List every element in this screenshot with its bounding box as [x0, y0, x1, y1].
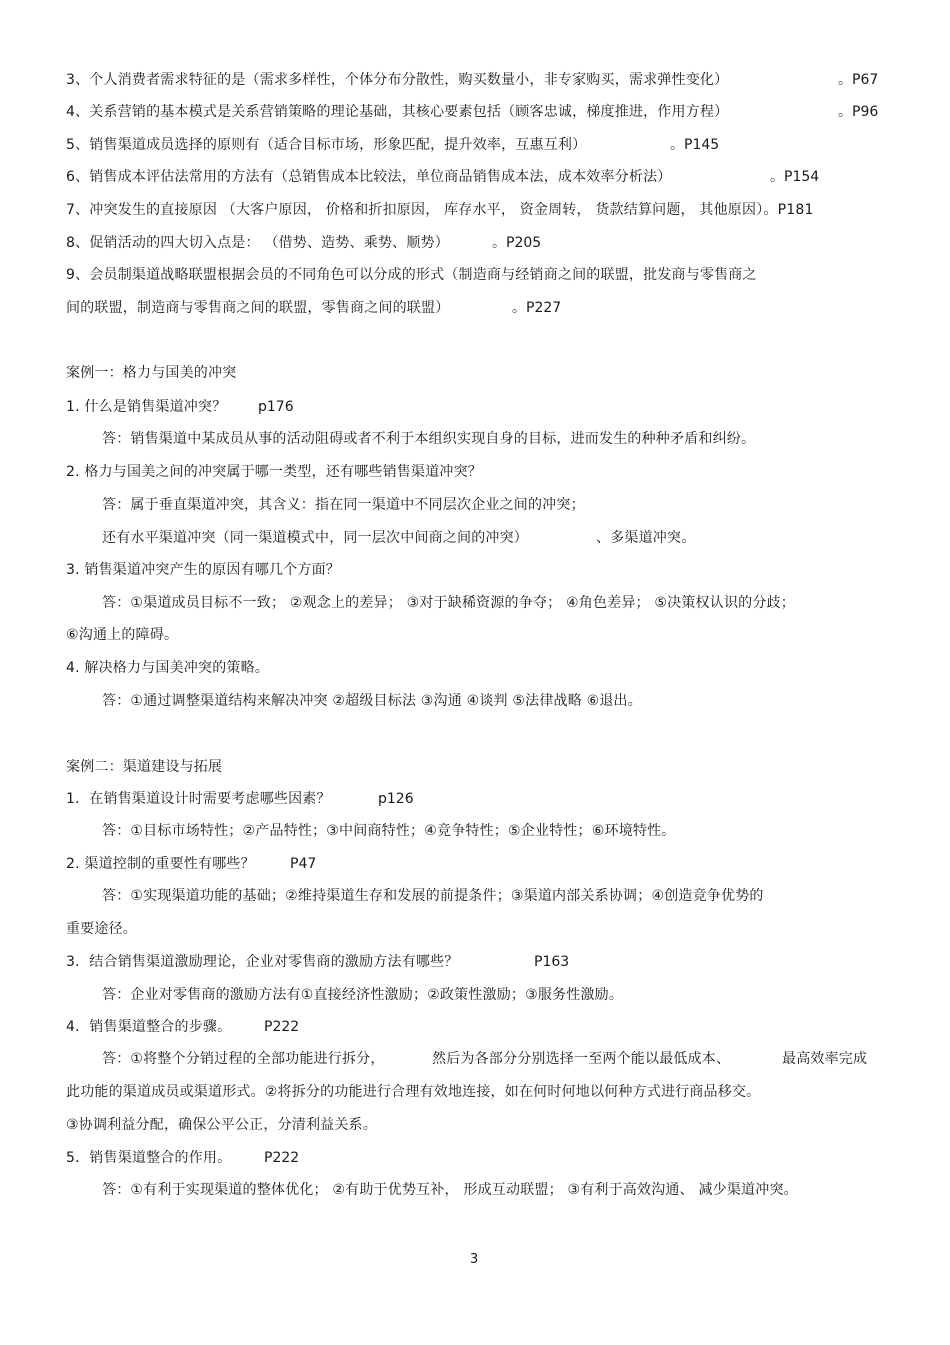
- item-5-ref: 。P145: [670, 137, 720, 153]
- case2-a2-line1: 答：①实现渠道功能的基础；②维持渠道生存和发展的前提条件；③渠道内部关系协调；④创造竞争优势的: [102, 888, 764, 904]
- case2-q1-ref: p126: [378, 791, 414, 807]
- case1-q4: 4. 解决格力与国美冲突的策略。: [66, 660, 270, 676]
- item-6: 6、销售成本评估法常用的方法有（总销售成本比较法，单位商品销售成本法，成本效率分析法）: [66, 169, 672, 185]
- case2-a4-line1c: 最高效率完成: [782, 1051, 868, 1067]
- case2-q2-ref: P47: [290, 856, 317, 872]
- case2-q5-ref: P222: [264, 1150, 300, 1166]
- case2-a4-line3: ③协调利益分配，确保公平公正，分清利益关系。: [66, 1117, 377, 1133]
- item-3: 3、个人消费者需求特征的是（需求多样性，个体分布分散性，购买数量小，非专家购买，需求弹性变化）: [66, 72, 729, 88]
- item-4: 4、关系营销的基本模式是关系营销策略的理论基础，其核心要素包括（顾客忠诚，梯度推进，作用方程）: [66, 104, 729, 120]
- item-6-ref: 。P154: [770, 169, 820, 185]
- case1-a2-line1: 答：属于垂直渠道冲突，其含义：指在同一渠道中不同层次企业之间的冲突；: [102, 497, 585, 513]
- page-number: 3: [470, 1252, 479, 1267]
- case2-q3-ref: P163: [534, 954, 570, 970]
- case2-a1: 答：①目标市场特性；②产品特性；③中间商特性；④竞争特性；⑤企业特性；⑥环境特性。: [102, 823, 676, 839]
- case2-a5: 答：①有利于实现渠道的整体优化； ②有助于优势互补， 形成互动联盟； ③有利于高效沟通、 减少渠道冲突。: [102, 1182, 798, 1198]
- case2-title: 案例二：渠道建设与拓展: [66, 759, 223, 775]
- item-3-ref: 。P67: [838, 72, 879, 88]
- case1-q1-ref: p176: [258, 399, 294, 415]
- case2-q4: 4．销售渠道整合的步骤。: [66, 1019, 232, 1035]
- case1-q1: 1. 什么是销售渠道冲突？: [66, 399, 227, 415]
- case1-a2-line2b: 、多渠道冲突。: [596, 530, 696, 546]
- item-9-cont: 间的联盟，制造商与零售商之间的联盟，零售商之间的联盟）: [66, 300, 450, 316]
- case1-a4: 答：①通过调整渠道结构来解决冲突 ②超级目标法 ③沟通 ④谈判 ⑤法律战略 ⑥退出。: [102, 693, 642, 709]
- item-9-ref: 。P227: [512, 300, 562, 316]
- case1-a3-line1: 答：①渠道成员目标不一致； ②观念上的差异； ③对于缺稀资源的争夺； ④角色差异； ⑤决策权认识的分歧；: [102, 595, 795, 611]
- case1-q2: 2. 格力与国美之间的冲突属于哪一类型，还有哪些销售渠道冲突？: [66, 464, 483, 480]
- case1-q3: 3. 销售渠道冲突产生的原因有哪几个方面？: [66, 562, 341, 578]
- case1-a1: 答：销售渠道中某成员从事的活动阻碍或者不利于本组织实现自身的目标，进而发生的种种矛盾和纠纷。: [102, 431, 756, 447]
- case2-q2: 2. 渠道控制的重要性有哪些？: [66, 856, 255, 872]
- item-8: 8、促销活动的四大切入点是： （借势、造势、乘势、顺势）: [66, 235, 449, 251]
- case2-a3: 答：企业对零售商的激励方法有①直接经济性激励；②政策性激励；③服务性激励。: [102, 987, 624, 1003]
- case2-a4-line1: 答：①将整个分销过程的全部功能进行拆分，: [102, 1051, 385, 1067]
- item-8-ref: 。P205: [492, 235, 542, 251]
- case2-q5: 5．销售渠道整合的作用。: [66, 1150, 232, 1166]
- case1-title: 案例一：格力与国美的冲突: [66, 365, 237, 381]
- case1-a3-line2: ⑥沟通上的障碍。: [66, 627, 179, 643]
- case2-q4-ref: P222: [264, 1019, 300, 1035]
- item-4-ref: 。P96: [838, 104, 879, 120]
- case2-q1: 1．在销售渠道设计时需要考虑哪些因素？: [66, 791, 331, 807]
- case1-a2-line2: 还有水平渠道冲突（同一渠道模式中，同一层次中间商之间的冲突）: [102, 530, 528, 546]
- item-5: 5、销售渠道成员选择的原则有（适合目标市场，形象匹配，提升效率，互惠互利）: [66, 137, 587, 153]
- case2-a4-line1b: 然后为各部分分别选择一至两个能以最低成本、: [432, 1051, 731, 1067]
- case2-q3: 3．结合销售渠道激励理论，企业对零售商的激励方法有哪些？: [66, 954, 459, 970]
- item-9: 9、会员制渠道战略联盟根据会员的不同角色可以分成的形式（制造商与经销商之间的联盟，批发商与零售商之: [66, 267, 757, 283]
- item-7: 7、冲突发生的直接原因 （大客户原因， 价格和折扣原因， 库存水平， 资金周转， 货款结算问题， 其他原因）。P181: [66, 202, 814, 218]
- case2-a2-line2: 重要途径。: [66, 921, 137, 937]
- case2-a4-line2: 此功能的渠道成员或渠道形式。②将拆分的功能进行合理有效地连接，如在何时何地以何种方式进行商品移交。: [66, 1084, 761, 1100]
